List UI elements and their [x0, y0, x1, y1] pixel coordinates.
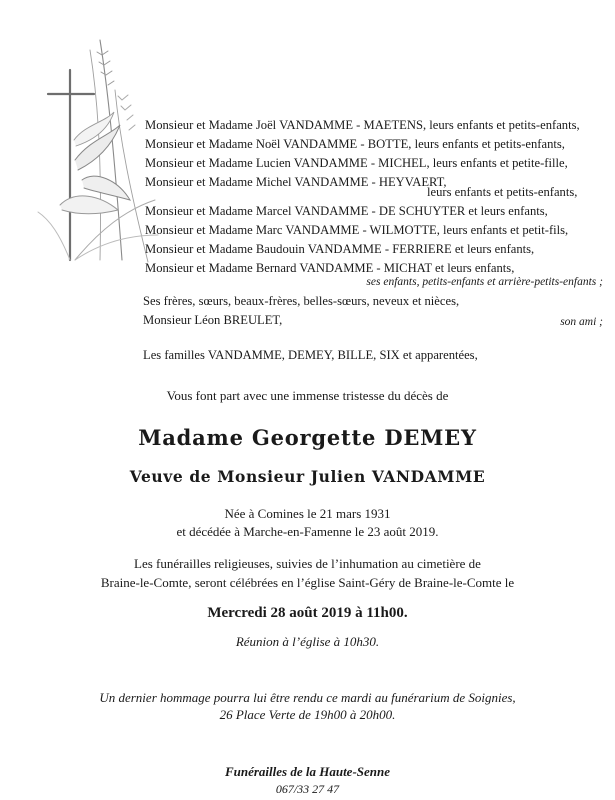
family-line-8: Monsieur et Madame Baudouin VANDAMME - FERRIERE et leurs enfants,: [145, 242, 535, 256]
siblings-line: Ses frères, sœurs, beaux-frères, belles-sœurs, neveux et nièces,: [143, 294, 460, 308]
funeral-line-1: Les funérailles religieuses, suivies de l’inhumation au cimetière de: [134, 556, 481, 571]
family-note: ses enfants, petits-enfants et arrière-petits-enfants ;: [366, 276, 603, 288]
family-line-6: Monsieur et Madame Marcel VANDAMME - DE SCHUYTER et leurs enfants,: [145, 204, 548, 218]
friend-name: Monsieur Léon BREULET,: [143, 313, 283, 327]
funeral-home-phone: 067/33 27 47: [275, 782, 340, 796]
family-line-7: Monsieur et Madame Marc VANDAMME - WILMOTTE, leurs enfants et petit-fils,: [145, 223, 569, 237]
widow-of: Veuve de Monsieur Julien VANDAMME: [129, 467, 486, 486]
families-line: Les familles VANDAMME, DEMEY, BILLE, SIX et apparentées,: [143, 348, 478, 362]
family-line-2: Monsieur et Madame Noël VANDAMME - BOTTE, leurs enfants et petits-enfants,: [145, 137, 565, 151]
family-line-1: Monsieur et Madame Joël VANDAMME - MAETENS, leurs enfants et petits-enfants,: [145, 118, 580, 132]
family-line-4: Monsieur et Madame Michel VANDAMME - HEYVAERT,: [145, 175, 447, 189]
tribute-line-2: 26 Place Verte de 19h00 à 20h00.: [219, 707, 396, 722]
family-line-9: Monsieur et Madame Bernard VANDAMME - MICHAT et leurs enfants,: [145, 261, 515, 275]
funeral-line-2: Braine-le-Comte, seront célébrées en l’église Saint-Géry de Braine-le-Comte le: [100, 575, 515, 590]
tribute-line-1: Un dernier hommage pourra lui être rendu ce mardi au funérarium de Soignies,: [99, 690, 516, 705]
funeral-home-name: Funérailles de la Haute-Senne: [224, 764, 391, 779]
meeting-note: Réunion à l’église à 10h30.: [235, 634, 380, 649]
family-line-3: Monsieur et Madame Lucien VANDAMME - MICHEL, leurs enfants et petite-fille,: [145, 156, 568, 170]
family-line-5: leurs enfants et petits-enfants,: [427, 185, 578, 199]
announcement: Vous font part avec une immense tristesse du décès de: [166, 388, 449, 403]
cross-lily-illustration: [30, 30, 160, 270]
friend-note: son ami ;: [560, 316, 603, 328]
death-line: et décédée à Marche-en-Famenne le 23 août 2019.: [176, 524, 439, 539]
deceased-name: Madame Georgette DEMEY: [138, 425, 477, 450]
birth-line: Née à Comines le 21 mars 1931: [224, 506, 391, 521]
funeral-date: Mercredi 28 août 2019 à 11h00.: [207, 605, 408, 621]
